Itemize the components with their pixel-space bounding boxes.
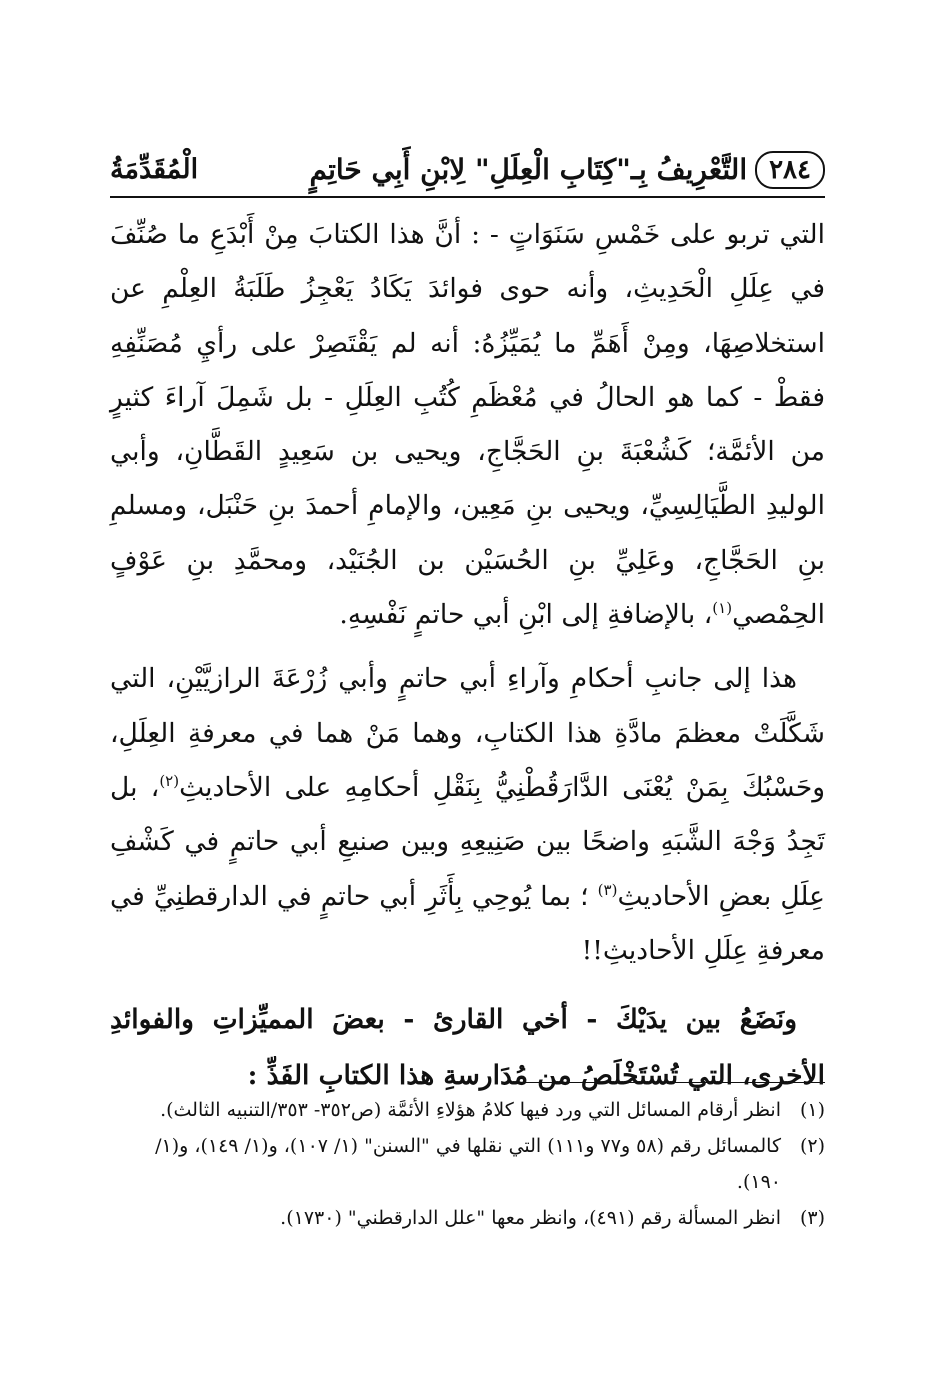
- header-title-group: [309, 150, 825, 190]
- footnote-ref-3: (٣): [597, 880, 618, 899]
- footnote-text: انظر أرقام المسائل التي ورد فيها كلامُ هؤلاءِ الأئمَّة (ص٣٥٢- ٣٥٣/التنبيه الثالث).: [160, 1099, 781, 1121]
- paragraph-2-text-a: هذا إلى جانبِ أحكامِ وآراءِ أبي حاتمٍ وأبي زُرْعَةَ الرازيَّيْنِ، التي شَكَّلَتْ معظمَ مادَّةِ هذا الكتابِ، وهما مَنْ هما في معرفةِ العِلَلِ، وحَسْبُكَ بِمَنْ يُعْنَى الدَّارَقُطْنِيُّ بِنَقْلِ أحكامِهِ على الأحاديثِ: [110, 663, 825, 803]
- paragraph-2-text-c: ؛ بما يُوحِي بِأَثَرِ أبي حاتمٍ في الدارقطنِيِّ في معرفةِ عِلَلِ الأحاديثِ!!: [110, 880, 825, 966]
- paragraph-1: [110, 208, 825, 642]
- book-title: التَّعْرِيفُ بِـ"كِتَابِ الْعِلَلِ" لِابْنِ أَبِي حَاتِمٍ: [309, 153, 748, 186]
- paragraph-2-text-b: ، بل تَجِدُ وَجْهَ الشَّبَهِ واضحًا بين صَنِيعِهِ وبين صنيعِ أبي حاتمٍ في كَشْفِ عِلَلِ بعضِ الأحاديثِ: [110, 771, 825, 912]
- footnote-number: (٣): [799, 1207, 825, 1229]
- footnote-number: (١): [799, 1099, 825, 1121]
- footnote-text: كالمسائل رقم (٥٨ و٧٧ و١١١) التي نقلها في "السنن" (١/ ١٠٧)، و(١/ ١٤٩)، و(١/ ١٩٠).: [155, 1135, 781, 1193]
- footnote-ref-1: (١): [712, 599, 733, 618]
- footnote-separator: [525, 1082, 825, 1083]
- footnote-1: [110, 1092, 825, 1128]
- paragraph-2: [110, 652, 825, 978]
- paragraph-3: ونَضَعُ بين يدَيْكَ - أخي القارئ - بعضَ المميِّزاتِ والفوائدِ الأخرى، التي تُسْتَخْلَصُ من مُدَارسةِ هذا الكتابِ الفَذِّ :: [110, 1004, 825, 1092]
- footnote-ref-2: (٢): [159, 772, 180, 791]
- footnote-2: [110, 1128, 825, 1200]
- page-number: ٢٨٤: [755, 151, 825, 189]
- footnote-text: انظر المسألة رقم (٤٩١)، وانظر معها "علل الدارقطني" (١٧٣٠).: [280, 1207, 781, 1229]
- footnotes: [110, 1092, 825, 1236]
- footnote-number: (٢): [799, 1135, 825, 1157]
- footnote-3: [110, 1200, 825, 1236]
- section-title: الْمُقَدِّمَةُ: [110, 154, 199, 185]
- paragraph-1-text: التي تربو على خَمْسِ سَنَوَاتٍ - : أنَّ هذا الكتابَ مِنْ أَبْدَعِ ما صُنِّفَ في عِلَلِ الْحَدِيثِ، وأنه حوى فوائدَ يَكَادُ يَعْجِزُ طَلَبَةُ العِلْمِ عن استخلاصِهَا، ومِنْ أَهَمِّ ما يُمَيِّزُهُ: أنه لم يَقْتَصِرْ على رأيِ مُصَنِّفِهِ فقطْ - كما هو الحالُ في مُعْظَمِ كُتُبِ العِلَلِ - بل شَمِلَ آراءَ كثيرٍ من الأئمَّة؛ كَشُعْبَةَ بنِ الحَجَّاجِ، ويحيى بن سَعِيدٍ القَطَّانِ، وأبي الوليدِ الطَّيَالِسِيِّ، ويحيى بنِ مَعِين، والإمامِ أحمدَ بنِ حَنْبَل، ومسلمِ بنِ الحَجَّاجِ، وعَلِيِّ بنِ الحُسَيْن بن الجُنَيْد، ومحمَّدِ بنِ عَوْفٍ الحِمْصي: [110, 219, 825, 631]
- running-header: [110, 140, 825, 190]
- paragraph-1-end: ، بالإضافةِ إلى ابْنِ أبي حاتمٍ نَفْسِهِ.: [339, 599, 713, 631]
- header-rule: [110, 196, 825, 198]
- main-text: [110, 208, 825, 1104]
